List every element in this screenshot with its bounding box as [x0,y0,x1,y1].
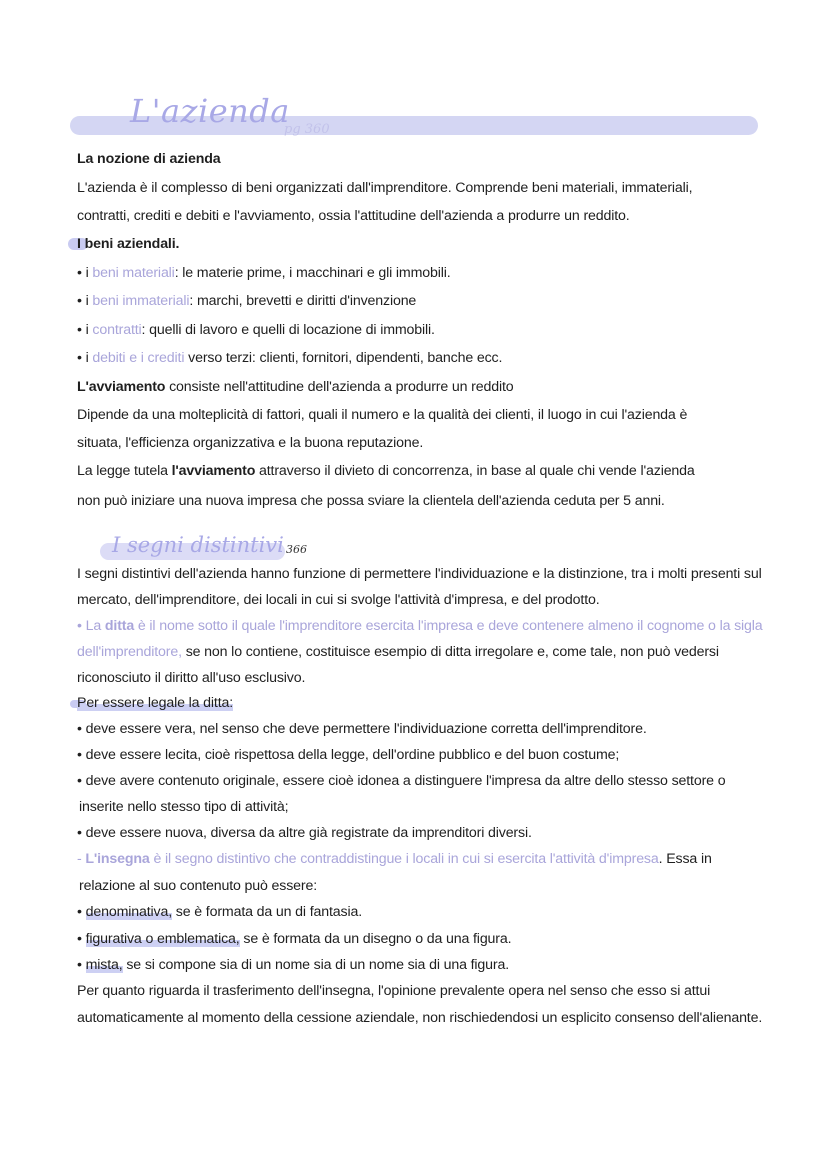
text: è il segno distintivo che contraddistingue i locali in cui si esercita l'attività d'impresa [149,851,659,867]
text-line [77,642,719,662]
term: L'avviamento [77,379,166,395]
bullet: • i [77,293,93,309]
text: attraverso il divieto di concorrenza, in base al quale chi vende l'azienda [255,463,695,479]
text-line: L'azienda è il complesso di beni organizzati dall'imprenditore. Comprende beni materiali, immateriali, [77,180,693,196]
list-item-denominativa [77,902,362,922]
text: La legge tutela [77,463,172,479]
term: beni immateriali [92,293,190,309]
text-line [77,461,695,481]
term: ditta [104,618,135,634]
text: se non lo contiene, costituisce esempio di ditta irregolare e, come tale, non può vedersi [181,644,719,660]
text: . Essa in [658,851,712,867]
page-title: L'azienda [130,92,290,130]
text-line: Dipende da una molteplicità di fattori, quali il numero e la qualità dei clienti, il luogo in cui l'azienda è [77,407,688,423]
text-line: I segni distintivi dell'azienda hanno funzione di permettere l'individuazione e la distinzione, tra i molti presenti sul [77,566,762,582]
term: debiti e i crediti [92,350,185,366]
highlighted-term: denominativa, [85,904,172,920]
text-line: relazione al suo contenuto può essere: [79,878,318,894]
term: L'insegna [85,851,150,867]
bullet: • i [77,322,93,338]
text-line: situata, l'efficienza organizzativa e la buona reputazione. [77,435,424,451]
text-line: contratti, crediti e debiti e l'avviamento, ossia l'attitudine dell'azienda a produrre un reddito. [77,208,630,224]
list-item: • deve essere nuova, diversa da altre già registrate da imprenditori diversi. [77,825,532,841]
text-line: non può iniziare una nuova impresa che possa sviare la clientela dell'azienda ceduta per 5 anni. [77,493,665,509]
list-item-figurativa [77,929,511,949]
text-line: riconosciuto il diritto all'uso esclusivo. [77,670,306,686]
bullet: • i [77,265,93,281]
text: se è formata da un di fantasia. [172,904,363,920]
text-line: automaticamente al momento della cessione aziendale, non rischiedendosi un esplicito consenso dell'alienante. [77,1010,763,1026]
bullet: • La [77,618,105,634]
insegna-line [77,849,712,869]
section-heading-nozione: La nozione di azienda [77,151,221,167]
text: se si compone sia di un nome sia di un nome sia di una figura. [122,957,510,973]
text: consiste nell'attitudine dell'azienda a produrre un reddito [165,379,514,395]
list-item: • deve essere vera, nel senso che deve permettere l'individuazione corretta dell'imprenditore. [77,721,647,737]
text-line: Per quanto riguarda il trasferimento dell'insegna, l'opinione prevalente opera nel senso che esso si attui [77,983,711,999]
text: dell'imprenditore, [77,644,182,660]
list-item-mista [77,955,509,975]
list-item: • deve essere lecita, cioè rispettosa della legge, dell'ordine pubblico e del buon costume; [77,747,620,763]
text: : marchi, brevetti e diritti d'invenzione [189,293,417,309]
text: : quelli di lavoro e quelli di locazione di immobili. [141,322,435,338]
text: se è formata da un disegno o da una figura. [239,931,512,947]
list-item-beni-materiali [77,263,451,283]
bullet: - [77,851,86,867]
bullet: • [77,904,86,920]
list-item-beni-immateriali [77,291,416,311]
section-page-ref: 366 [286,543,307,556]
bullet: • i [77,350,93,366]
section-title-segni: I segni distintivi [112,533,284,557]
bullet: • [77,957,86,973]
text-line [77,693,233,713]
text: : le materie prime, i macchinari e gli immobili. [174,265,451,281]
text: è il nome sotto il quale l'imprenditore esercita l'impresa e deve contenere almeno il cognome o la sigla [134,618,763,634]
bullet: • [77,931,86,947]
term: l'avviamento [171,463,256,479]
list-item: • deve avere contenuto originale, essere cioè idonea a distinguere l'impresa da altre dello stesso settore o [77,773,726,789]
term: beni materiali [92,265,175,281]
list-item-debiti-crediti [77,348,502,368]
term: contratti [92,322,142,338]
text-line: mercato, dell'imprenditore, dei locali in cui si svolge l'attività d'impresa, e del prodotto. [77,592,600,608]
text: verso terzi: clienti, fornitori, dipendenti, banche ecc. [184,350,503,366]
highlighted-text: Per essere legale la ditta: [77,695,234,711]
avviamento-line [77,377,514,397]
highlighted-term: mista, [85,957,123,973]
title-page-ref: pg 360 [284,122,330,137]
subheading-beni: I beni aziendali. [77,236,180,252]
text-line: inserite nello stesso tipo di attività; [79,799,289,815]
list-item-contratti [77,320,435,340]
highlighted-term: figurativa o emblematica, [85,931,240,947]
ditta-line [77,616,763,636]
